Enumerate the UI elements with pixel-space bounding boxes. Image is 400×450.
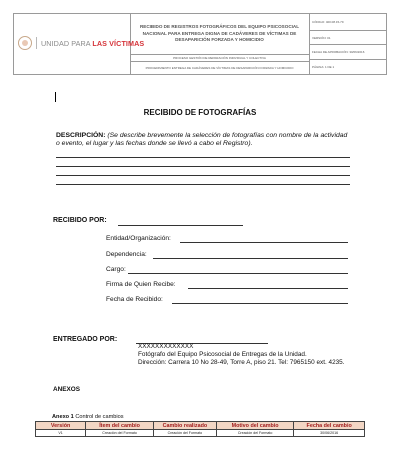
column-header: Cambio realizado [153, 422, 216, 430]
header-main-title: RECIBIDO DE REGISTROS FOTOGRÁFICOS DEL EQUIPO PSICOSOCIAL NACIONAL PARA ENTREGA DIGNA DE CADÁVERES DE VÍCTIMAS DE DESAPARICIÓN FORZADA Y HOMICIDIO [130, 14, 309, 55]
header-title-cell [130, 14, 310, 74]
recibido-name-line[interactable] [118, 225, 243, 226]
anexos-heading: ANEXOS [53, 386, 80, 393]
dependencia-label: Dependencia: [106, 251, 147, 258]
fecha-recibido-label: Fecha de Recibido: [106, 296, 163, 303]
description-line[interactable] [56, 175, 350, 176]
entregado-name: XXXXXXXXXXXXX [138, 343, 194, 350]
entidad-line[interactable] [180, 242, 348, 243]
table-cell: 30/06/2016 [294, 430, 365, 437]
header-process: PROCESO GESTIÓN DE REPARACIÓN INDIVIDUAL Y COLECTIVA [130, 55, 309, 62]
entidad-label: Entidad/Organización: [106, 235, 171, 242]
header-page: PÁGINA: 1 DE 1 [312, 65, 335, 69]
header-version: VERSIÓN: 01 [309, 31, 386, 45]
description-paragraph [56, 132, 351, 149]
change-control-table [35, 421, 365, 437]
description-text: (Se describe brevemente la selección de fotografías con nombre de la actividad o evento, el lugar y las fechas donde se llevó a cabo el Registro). [56, 132, 348, 148]
unidad-victimas-logo [18, 36, 144, 50]
logo-divider [36, 37, 37, 49]
header-procedure: PROCEDIMIENTO ENTREGA DE CADÁVERES DE VÍCTIMAS DE DESAPARICIÓN FORZADA Y HOMICIDIO [145, 66, 294, 70]
table-row [36, 430, 365, 437]
coat-of-arms-icon [18, 36, 32, 50]
description-line[interactable] [56, 157, 350, 158]
header-code: CÓDIGO: 400.08.15-79 [309, 14, 386, 31]
entregado-info [138, 343, 358, 367]
logo-cell [14, 14, 145, 74]
header-approval-date: FECHA DE APROBACIÓN: 30/06/2016 [309, 45, 386, 60]
entregado-role: Fotógrafo del Equipo Psicosocial de Entregas de la Unidad. [138, 350, 307, 358]
table-header-row [36, 422, 365, 430]
cargo-line[interactable] [128, 273, 348, 274]
firma-label: Firma de Quien Recibe: [106, 281, 176, 288]
firma-line[interactable] [188, 288, 348, 289]
dependencia-line[interactable] [153, 258, 348, 259]
table-cell: Creación del Formato [216, 430, 293, 437]
entregado-label: ENTREGADO POR: [53, 336, 118, 343]
description-line[interactable] [56, 166, 350, 167]
column-header: Versión [36, 422, 86, 430]
logo-text: UNIDAD PARA LAS VÍCTIMAS [41, 38, 145, 48]
column-header: Ítem del cambio [86, 422, 154, 430]
document-header [13, 13, 387, 75]
anexo-title: Anexo 1 Control de cambios [52, 414, 124, 420]
fecha-recibido-line[interactable] [172, 303, 348, 304]
header-meta-cell [309, 14, 386, 74]
column-header: Fecha del cambio [294, 422, 365, 430]
recibido-label: RECIBIDO POR: [53, 217, 107, 224]
entregado-address: Dirección: Carrera 10 No 28-49, Torre A, piso 21. Tel: 7965150 ext. 4235. [138, 358, 345, 366]
description-line[interactable] [56, 184, 350, 185]
table-cell: V1 [36, 430, 86, 437]
table-cell: Creación del Formato [153, 430, 216, 437]
column-header: Motivo del cambio [216, 422, 293, 430]
cargo-label: Cargo: [106, 266, 126, 273]
table-cell: Creación del Formato [86, 430, 154, 437]
description-label: DESCRIPCIÓN: [56, 132, 106, 139]
text-cursor [55, 92, 56, 102]
document-title: RECIBIDO DE FOTOGRAFÍAS [143, 108, 257, 117]
